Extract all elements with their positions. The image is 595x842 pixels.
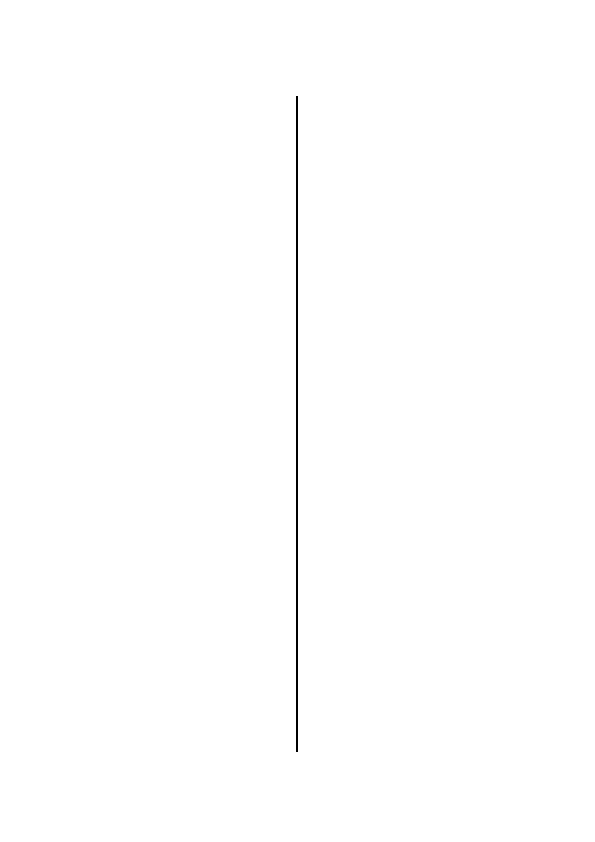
right-column xyxy=(308,100,510,114)
left-column xyxy=(80,100,286,120)
column-divider xyxy=(296,96,298,752)
